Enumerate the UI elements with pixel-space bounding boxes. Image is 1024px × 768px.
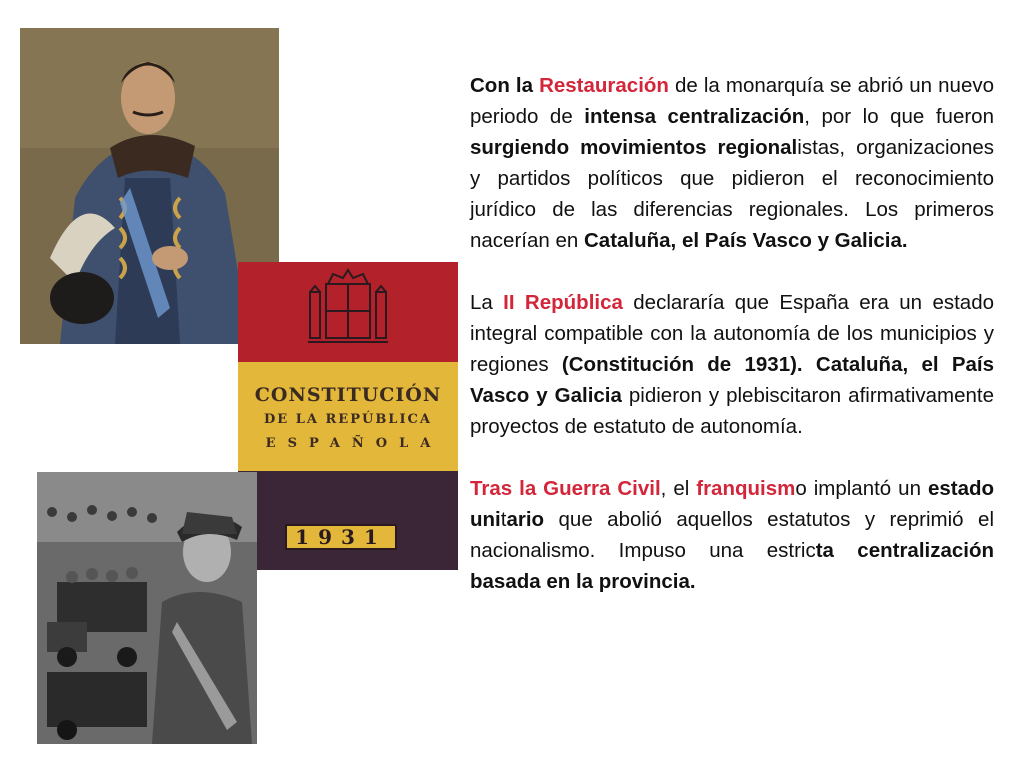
paragraph-franquismo bbox=[470, 473, 994, 597]
text-run: surgiendo movimientos regional bbox=[470, 136, 798, 159]
cover-year: 1931 bbox=[295, 525, 387, 549]
coat-of-arms-icon bbox=[238, 262, 458, 362]
text-run: Restauración bbox=[539, 74, 669, 97]
text-run: Con la bbox=[470, 74, 540, 97]
cover-year-box bbox=[285, 524, 397, 550]
text-run: ta centralización basada en la provincia. bbox=[470, 539, 994, 593]
military-parade-photo-icon bbox=[37, 472, 257, 744]
text-run: estado uni bbox=[470, 477, 995, 531]
franco-parade-photo bbox=[37, 472, 257, 744]
text-run: II República bbox=[503, 291, 623, 314]
paragraph-restauracion bbox=[470, 70, 994, 256]
text-run: ario bbox=[506, 508, 545, 531]
text-run: que abolió aquellos estatutos y reprimió el nacionalismo. Impuso una estric bbox=[470, 508, 994, 562]
cover-purple-band bbox=[238, 471, 458, 570]
text-run: , por lo que fueron bbox=[804, 105, 994, 128]
text-run: (Constitución de 1931). Cataluña, el País Vasco y Galicia bbox=[470, 353, 994, 407]
text-run: de la monarquía se abrió un nuevo periodo de bbox=[470, 74, 994, 128]
text-run: Tras la Guerra Civil bbox=[470, 477, 661, 500]
text-run: La bbox=[470, 291, 504, 314]
text-run: intensa centralización bbox=[584, 105, 805, 128]
cover-red-band bbox=[238, 262, 458, 362]
text-run: franquism bbox=[696, 477, 796, 500]
text-run: t bbox=[500, 508, 507, 531]
text-run: declararía que España era un estado integral compatible con la autonomía de los municipios y regiones bbox=[470, 291, 994, 376]
text-run: o implantó un bbox=[795, 477, 928, 500]
text-run: pidieron y plebiscitaron afirmativamente proyectos de estatuto de autonomía. bbox=[470, 384, 995, 438]
text-column bbox=[470, 70, 994, 628]
text-run: Cataluña, el País Vasco y Galicia. bbox=[583, 229, 908, 252]
cover-title-line2: DE LA REPÚBLICA bbox=[264, 412, 432, 427]
cover-title-line3: ESPAÑOLA bbox=[265, 436, 443, 451]
text-run: , el bbox=[660, 477, 697, 500]
text-run: istas, organizaciones y partidos políticos que pidieron el reconocimiento jurídico de las diferencias regionales. Los primeros nacerían en bbox=[470, 136, 994, 252]
cover-title-line1: CONSTITUCIÓN bbox=[254, 384, 442, 406]
paragraph-republica bbox=[470, 287, 994, 442]
constitution-cover-image bbox=[238, 262, 458, 570]
